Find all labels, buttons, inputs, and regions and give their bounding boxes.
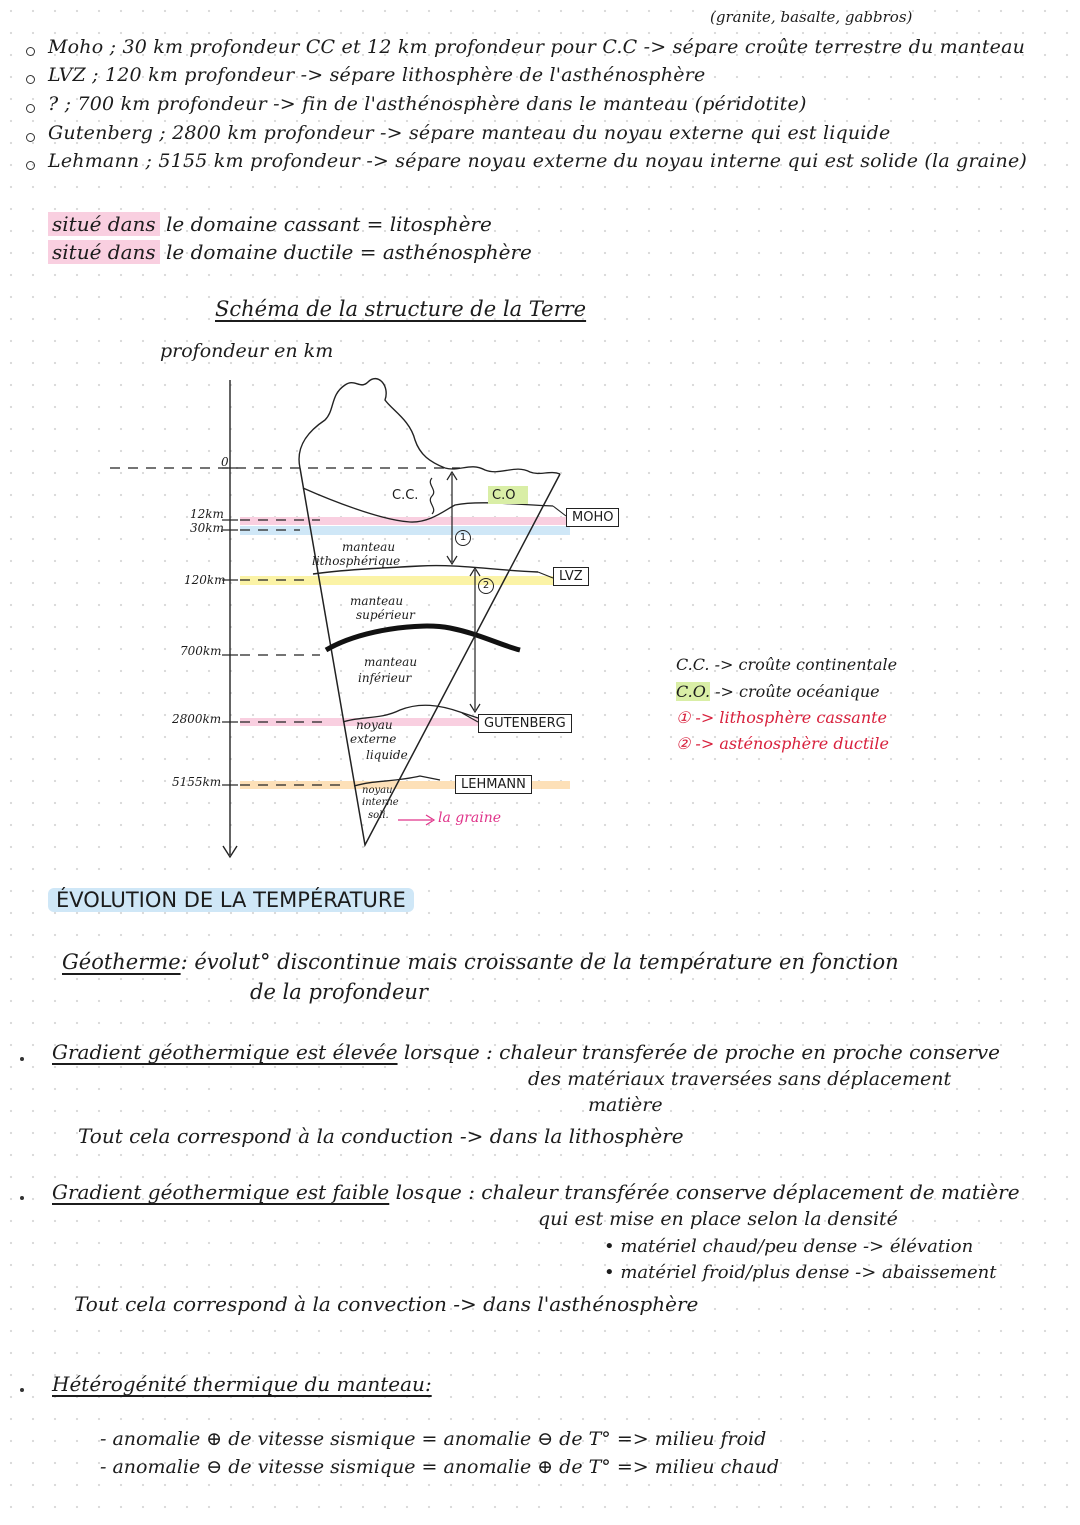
bullet-dot-1	[20, 1057, 24, 1061]
grad-high-term: Gradient géothermique est élevée	[52, 1040, 398, 1064]
legend-co-rest: -> croûte océanique	[710, 682, 880, 701]
section-heading	[48, 888, 414, 912]
cc-brace	[430, 478, 433, 514]
grad-low-line	[52, 1180, 1020, 1204]
line-gutenberg: Gutenberg ; 2800 km profondeur -> sépare manteau du noyau externe qui est liquide	[48, 122, 891, 144]
situe-cassant-rest: le domaine cassant = litosphère	[166, 212, 492, 236]
grad-high-2: des matériaux traversées sans déplacement	[528, 1068, 952, 1090]
geotherme-term: Géotherme	[62, 950, 181, 974]
depth-5155: 5155km	[172, 775, 222, 789]
grad-low-term: Gradient géothermique est faible	[52, 1180, 390, 1204]
grad-low-4: • matériel froid/plus dense -> abaissement	[604, 1262, 997, 1283]
label-manteau-sup-2: supérieur	[356, 608, 415, 622]
label-manteau-litho-2: lithosphérique	[312, 554, 401, 568]
grad-low-3: • matériel chaud/peu dense -> élévation	[604, 1236, 974, 1257]
legend-cc: C.C. -> croûte continentale	[676, 655, 898, 674]
situe-ductile-prefix: situé dans	[48, 240, 160, 264]
depth-120: 120km	[184, 573, 226, 587]
grad-high-1: lorsque : chaleur transferée de proche en proche conserve	[397, 1040, 1001, 1064]
mountain-outline	[299, 379, 445, 468]
legend-one: ① -> lithosphère cassante	[676, 708, 888, 727]
depth-12: 12km	[190, 507, 224, 521]
discontinuity-700-line	[326, 626, 520, 650]
legend-co	[676, 682, 880, 701]
box-moho: MOHO	[566, 508, 619, 527]
geotherme-def-1: : évolut° discontinue mais croissante de la température en fonction	[180, 950, 899, 974]
hetero-line: Hétérogénité thermique du manteau:	[52, 1372, 432, 1396]
line-lehmann: Lehmann ; 5155 km profondeur -> sépare noyau externe du noyau interne qui est solide (la graine)	[48, 150, 1028, 172]
bullet-dot-3	[20, 1388, 24, 1392]
aside-note: (granite, basalte, gabbros)	[710, 8, 913, 26]
line-moho: Moho ; 30 km profondeur CC et 12 km profondeur pour C.C -> sépare croûte terrestre du manteau	[48, 36, 1026, 58]
label-manteau-litho-1: manteau	[342, 540, 396, 554]
geotherme-line-1	[62, 950, 899, 974]
section-heading-text: ÉVOLUTION DE LA TEMPÉRATURE	[48, 888, 414, 912]
marker-1: 1	[455, 530, 471, 546]
situe-cassant-prefix: situé dans	[48, 212, 160, 236]
lvz-band	[240, 576, 570, 585]
grad-low-1: losque : chaleur transférée conserve déplacement de matière	[389, 1180, 1020, 1204]
label-noyau-ext-2: externe	[350, 732, 397, 746]
anomaly-2: - anomalie ⊖ de vitesse sismique = anomalie ⊕ de T° => milieu chaud	[100, 1456, 780, 1478]
axis-label: profondeur en km	[160, 340, 334, 362]
line-700: ? ; 700 km profondeur -> fin de l'asthénosphère dans le manteau (péridotite)	[48, 93, 807, 115]
label-graine: la graine	[438, 810, 502, 826]
label-cc: C.C.	[392, 488, 419, 503]
situe-ductile-rest: le domaine ductile = asthénosphère	[166, 240, 532, 264]
anomaly-1: - anomalie ⊕ de vitesse sismique = anomalie ⊖ de T° => milieu froid	[100, 1428, 767, 1450]
box-gutenberg: GUTENBERG	[478, 714, 572, 733]
line-lvz: LVZ ; 120 km profondeur -> sépare lithosphère de l'asthénosphère	[48, 64, 706, 86]
label-noyau-int-3: soli.	[368, 810, 389, 821]
bullet-dot-2	[20, 1196, 24, 1200]
label-noyau-ext-3: liquide	[366, 748, 408, 762]
depth-30: 30km	[190, 521, 224, 535]
ocean-surface	[445, 467, 560, 474]
label-noyau-int-2: interne	[362, 797, 399, 808]
depth-0: 0	[221, 455, 229, 469]
marker-2: 2	[478, 578, 494, 594]
label-manteau-inf-2: inférieur	[358, 671, 412, 685]
depth-700: 700km	[180, 644, 222, 658]
label-noyau-int-1: noyau	[362, 785, 393, 796]
legend-two: ② -> asténosphère ductile	[676, 734, 889, 753]
box-lvz: LVZ	[553, 567, 589, 586]
diagram-title: Schéma de la structure de la Terre	[215, 297, 587, 321]
grad-low-2: qui est mise en place selon la densité	[538, 1208, 898, 1230]
legend-co-prefix: C.O.	[676, 682, 711, 701]
conduction-line: Tout cela correspond à la conduction -> dans la lithosphère	[78, 1124, 684, 1148]
label-co: C.O	[492, 488, 516, 503]
geotherme-def-2: de la profondeur	[250, 980, 428, 1004]
box-lehmann: LEHMANN	[455, 775, 532, 794]
label-noyau-ext-1: noyau	[356, 718, 393, 732]
label-manteau-inf-1: manteau	[364, 655, 418, 669]
depth-2800: 2800km	[172, 712, 222, 726]
grad-high-line	[52, 1040, 1000, 1064]
label-manteau-sup-1: manteau	[350, 594, 404, 608]
convection-line: Tout cela correspond à la convection -> dans l'asthénosphère	[74, 1292, 699, 1316]
moho-band-blue	[240, 526, 570, 535]
grad-high-3: matière	[588, 1094, 663, 1116]
